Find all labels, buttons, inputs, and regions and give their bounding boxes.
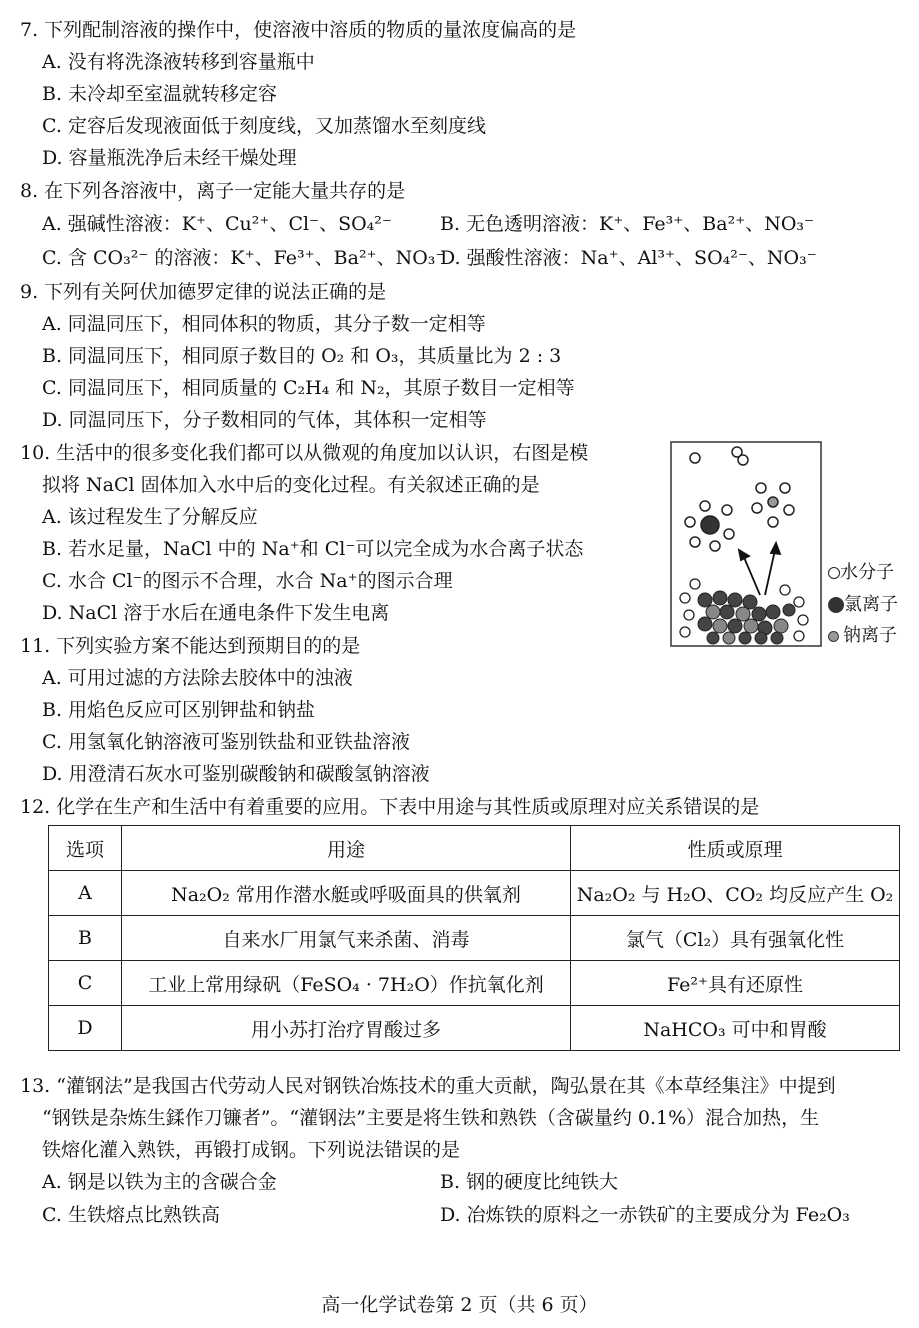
chloride-ion-icon — [828, 597, 844, 613]
q11-option-d: D. 用澄清石灰水可鉴别碳酸钠和碳酸氢钠溶液 — [42, 763, 430, 785]
q10-option-c: C. 水合 Cl⁻的图示不合理，水合 Na⁺的图示合理 — [42, 570, 453, 592]
row-label: B — [49, 916, 122, 961]
table-row — [49, 871, 900, 916]
legend-sodium: 钠离子 — [828, 621, 897, 647]
row-property: 氯气（Cl₂）具有强氧化性 — [571, 916, 900, 961]
q12-stem: 12. 化学在生产和生活中有着重要的应用。下表中用途与其性质或原理对应关系错误的是 — [20, 796, 760, 818]
q9-stem: 9. 下列有关阿伏加德罗定律的说法正确的是 — [20, 281, 387, 303]
q13-option-c: C. 生铁熔点比熟铁高 — [42, 1204, 220, 1226]
hydrated-sodium — [752, 483, 794, 527]
row-property: Fe²⁺具有还原性 — [571, 961, 900, 1006]
q13-option-b: B. 钢的硬度比纯铁大 — [440, 1171, 619, 1193]
q10-option-b: B. 若水足量，NaCl 中的 Na⁺和 Cl⁻可以完全成为水合离子状态 — [42, 538, 584, 560]
q11-stem: 11. 下列实验方案不能达到预期目的的是 — [20, 635, 361, 657]
row-usage: Na₂O₂ 常用作潜水艇或呼吸面具的供氧剂 — [122, 871, 571, 916]
nacl-dissolution-figure — [665, 440, 825, 650]
q10-stem-line2: 拟将 NaCl 固体加入水中后的变化过程。有关叙述正确的是 — [42, 474, 540, 496]
row-usage: 工业上常用绿矾（FeSO₄ · 7H₂O）作抗氧化剂 — [122, 961, 571, 1006]
page-footer: 高一化学试卷第 2 页（共 6 页） — [321, 1294, 598, 1316]
table-row — [49, 961, 900, 1006]
q13-stem-line2: “钢铁是杂炼生鍒作刀镰者”。“灌钢法”主要是将生铁和熟铁（含碳量约 0.1%）混合加热，生 — [42, 1107, 820, 1129]
hydrated-chloride — [685, 501, 734, 551]
q13-option-d: D. 冶炼铁的原料之一赤铁矿的主要成分为 Fe₂O₃ — [440, 1204, 850, 1226]
q13-stem-line3: 铁熔化灌入熟铁，再锻打成钢。下列说法错误的是 — [42, 1139, 461, 1161]
row-property: NaHCO₃ 可中和胃酸 — [571, 1006, 900, 1051]
legend-chloride: 氯离子 — [828, 590, 898, 616]
q8-option-d: D. 强酸性溶液：Na⁺、Al³⁺、SO₄²⁻、NO₃⁻ — [440, 247, 817, 269]
q8-option-c: C. 含 CO₃²⁻ 的溶液：K⁺、Fe³⁺、Ba²⁺、NO₃⁻ — [42, 247, 446, 269]
legend-water: 水分子 — [828, 558, 894, 584]
sodium-ion-icon — [828, 631, 839, 642]
q8-stem: 8. 在下列各溶液中，离子一定能大量共存的是 — [20, 180, 406, 202]
q7-option-c: C. 定容后发现液面低于刻度线，又加蒸馏水至刻度线 — [42, 115, 486, 137]
q13-stem-line1: 13. “灌钢法”是我国古代劳动人民对钢铁冶炼技术的重大贡献，陶弘景在其《本草经集注》中提到 — [20, 1075, 836, 1097]
q12-table — [48, 825, 900, 1051]
q11-option-c: C. 用氢氧化钠溶液可鉴别铁盐和亚铁盐溶液 — [42, 731, 410, 753]
q8-option-a: A. 强碱性溶液：K⁺、Cu²⁺、Cl⁻、SO₄²⁻ — [42, 213, 392, 235]
header-option: 选项 — [49, 826, 122, 871]
dissolution-arrows — [739, 543, 780, 595]
table-header-row — [49, 826, 900, 871]
table-row — [49, 1006, 900, 1051]
nacl-crystal — [698, 591, 795, 644]
header-property: 性质或原理 — [571, 826, 900, 871]
header-usage: 用途 — [122, 826, 571, 871]
q10-option-d: D. NaCl 溶于水后在通电条件下发生电离 — [42, 602, 390, 624]
q9-option-d: D. 同温同压下，分子数相同的气体，其体积一定相等 — [42, 409, 487, 431]
q10-option-a: A. 该过程发生了分解反应 — [42, 506, 258, 528]
row-usage: 用小苏打治疗胃酸过多 — [122, 1006, 571, 1051]
free-water-molecules — [690, 447, 748, 465]
row-label: A — [49, 871, 122, 916]
q7-option-b: B. 未冷却至室温就转移定容 — [42, 83, 278, 105]
row-usage: 自来水厂用氯气来杀菌、消毒 — [122, 916, 571, 961]
q9-option-c: C. 同温同压下，相同质量的 C₂H₄ 和 N₂，其原子数目一定相等 — [42, 377, 575, 399]
q7-option-d: D. 容量瓶洗净后未经干燥处理 — [42, 147, 297, 169]
q11-option-a: A. 可用过滤的方法除去胶体中的浊液 — [42, 667, 353, 689]
row-label: D — [49, 1006, 122, 1051]
q7-stem: 7. 下列配制溶液的操作中，使溶液中溶质的物质的量浓度偏高的是 — [20, 19, 577, 41]
water-molecule-icon — [828, 567, 840, 579]
q11-option-b: B. 用焰色反应可区别钾盐和钠盐 — [42, 699, 316, 721]
q7-option-a: A. 没有将洗涤液转移到容量瓶中 — [42, 51, 315, 73]
q9-option-b: B. 同温同压下，相同原子数目的 O₂ 和 O₃，其质量比为 2 : 3 — [42, 345, 562, 367]
q9-option-a: A. 同温同压下，相同体积的物质，其分子数一定相等 — [42, 313, 486, 335]
table-row — [49, 916, 900, 961]
row-label: C — [49, 961, 122, 1006]
row-property: Na₂O₂ 与 H₂O、CO₂ 均反应产生 O₂ — [571, 871, 900, 916]
q8-option-b: B. 无色透明溶液：K⁺、Fe³⁺、Ba²⁺、NO₃⁻ — [440, 213, 815, 235]
q10-stem-line1: 10. 生活中的很多变化我们都可以从微观的角度加以认识，右图是模 — [20, 442, 589, 464]
q13-option-a: A. 钢是以铁为主的含碳合金 — [42, 1171, 277, 1193]
